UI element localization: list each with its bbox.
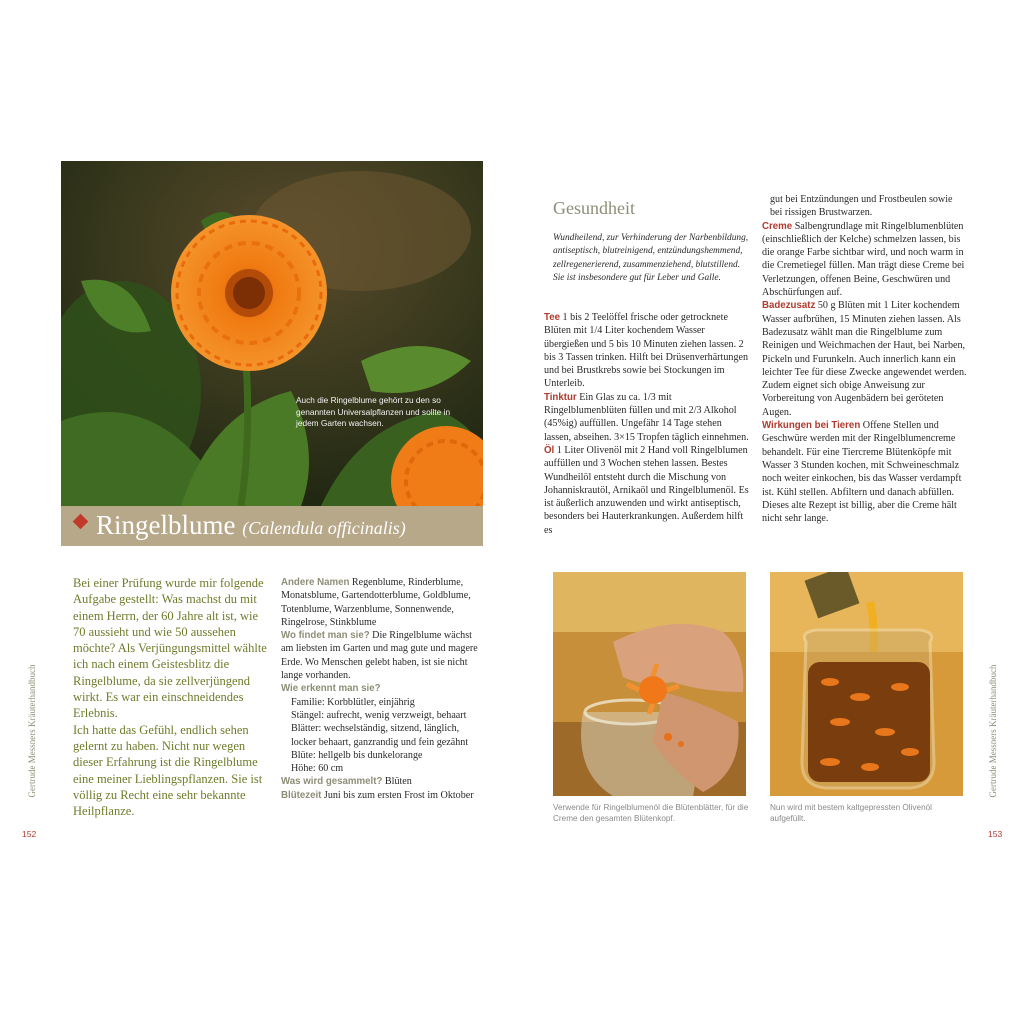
remedies-column-2 [762,193,967,525]
petals-photo [553,572,746,796]
section-title: Gesundheit [553,198,635,218]
bloom-label: Blütezeit [281,789,322,801]
intro-paragraph-2: Ich hatte das Gefühl, endlich sehen gelernt zu haben. Nicht nur wegen dieser Erfahrung ist die Ringelblume eine meiner Lieblingspflanzen. Sie ist völlig zu Recht eine sehr bekannte Heilpflanze. [73,722,263,819]
tee-label: Tee [544,312,560,323]
recognize-line: Familie: Korbblütler, einjährig [291,696,415,708]
bad-label: Badezusatz [762,300,816,312]
intro-text [73,575,273,819]
plant-title [96,510,406,541]
plant-name: Ringelblume [96,510,236,540]
oel-text: 1 Liter Olivenöl mit 2 Hand voll Ringelblumen auffüllen und 3 Wochen stehen lassen. Bestes Wundheilöl entsteht durch die Mischung von Johanniskrautöl, Arnikaöl und Ringelblumenöl. Es ist äußerlich anzuwenden und wirkt antiseptisch, besonders bei Hauterkrankungen. Außerdem hilft es [544,444,749,536]
bad-text: 50 g Blüten mit 1 Liter kochendem Wasser aufbrühen, 15 Minuten ziehen lassen. Als Badezusatz wählt man die Ringelblume zum Reinigen und Weichmachen der Haut, bei Narben, Pickeln und Furunkeln. Auch innerlich kann ein leichter Tee für diese Zwecke angewendet werden. Zudem eignet sich obige Anweisung zur Vorbereitung von Augenbädern bei geröteten Augen. [762,300,967,418]
names-label: Andere Namen [281,577,350,588]
remedies-column-1 [544,311,751,537]
recognize-label: Wie erkennt man sie? [281,683,381,695]
recognize-line: Blätter: wechselständig, sitzend, länglich, locker behaart, ganzrandig und fein gezähnt [291,723,469,748]
oel-continued: gut bei Entzündungen und Frostbeulen sowie bei rissigen Brustwarzen. [770,194,953,219]
creme-label: Creme [762,220,793,232]
tee-text: 1 bis 2 Teelöffel frische oder getrocknete Blüten mit 1/4 Liter kochendem Wasser übergießen und 5 bis 10 Minuten ziehen lassen. 2 bis 3 Tassen trinken. Hilft bei Drüsenverhärtungen und bei Brustkrebs sowie bei Stockungen im Unterleib. [544,312,749,390]
names-text: Regenblume, Rinderblume, Monatsblume, Gartendotterblume, Goldblume, Totenblume, Warzenblume, Sonnenwende, Ringelrose, Stinkblume [281,577,471,628]
caption-petals: Verwende für Ringelblumenöl die Blütenblätter, für die Creme den gesamten Blütenkopf. [553,803,749,824]
recognize-line: Stängel: aufrecht, wenig verzweigt, behaart [291,709,467,721]
photo-caption: Auch die Ringelblume gehört zu den so genannten Universalpflanzen und sollte in jedem Garten wachsen. [296,395,451,429]
collected-text: Blüten [384,776,412,788]
bloom-text: Juni bis zum ersten Frost im Oktober [323,789,474,801]
oel-label: Öl [544,444,555,456]
tiere-label: Wirkungen bei Tieren [762,420,861,432]
caption-oil: Nun wird mit bestem kaltgepressten Olivenöl aufgefüllt. [770,803,932,824]
recognize-line: Blüte: hellgelb bis dunkelorange [291,749,423,761]
side-text-left: Gertrude Messners Kräuterhandbuch [27,664,37,798]
oil-jar-photo [770,572,963,796]
section-intro: Wundheilend, zur Verhinderung der Narbenbildung, antiseptisch, blutreinigend, entzündungshemmend, zellregenerierend, zusammenziehend, blutstillend. Sie ist insbesondere gut für Leber und Galle. [553,233,749,283]
tinktur-text: Ein Glas zu ca. 1/3 mit Ringelblumenblüten füllen und mit 2/3 Alkohol (45%ig) auffüllen. Ungefähr 14 Tage stehen lassen, abseihen. 3×15 Tropfen täglich einnehmen. [544,391,749,443]
latin-name: (Calendula officinalis) [242,518,406,538]
side-text-right: Gertrude Messners Kräuterhandbuch [988,664,998,798]
page-number-left: 152 [22,829,37,839]
where-label: Wo findet man sie? [281,630,370,642]
where-text: Die Ringelblume wächst am liebsten im Garten und mag gute und magere Erde. Wo Menschen gelebt haben, ist sie nicht lange vorhanden. [281,630,478,682]
tinktur-label: Tinktur [544,391,577,403]
intro-paragraph-1: Bei einer Prüfung wurde mir folgende Aufgabe gestellt: Was machst du mit einem Herrn, der 60 Jahre alt ist, wie 70 aussieht und wie 50 aussehen möchte? Als Verjüngungsmittel wählte ich nach einem Geistesblitz die Ringelblume, da sie zellverjüngend wirkt. Es war ein einschneidendes Erlebnis. [73,576,267,721]
page-number-right: 153 [988,829,1003,839]
creme-text: Salbengrundlage mit Ringelblumenblüten (einschließlich der Kelche) schmelzen lassen, bis die orange Farbe sichtbar wird, und noch warm in die Cremetiegel füllen. Man trägt diese Creme bei Verletzungen, offenen Beine, Geschwüren und Abschürfungen auf. [762,220,965,299]
tiere-text: Offene Stellen und Geschwüre werden mit der Ringelblumencreme behandelt. Für eine Tiercreme Blütenköpfe mit Wasser 3 Stunden kochen, mit Schweineschmalz noch weiter einkochen, bis das Wasser verdampft ist. Kühl stellen. Abfiltern und danach abfüllen. Dieses alte Rezept ist billig, aber die Creme hält nicht sehr lange. [762,420,962,525]
facts-column [281,576,484,802]
collected-label: Was wird gesammelt? [281,776,383,788]
calendula-photo [61,161,483,506]
recognize-line: Höhe: 60 cm [291,763,344,775]
